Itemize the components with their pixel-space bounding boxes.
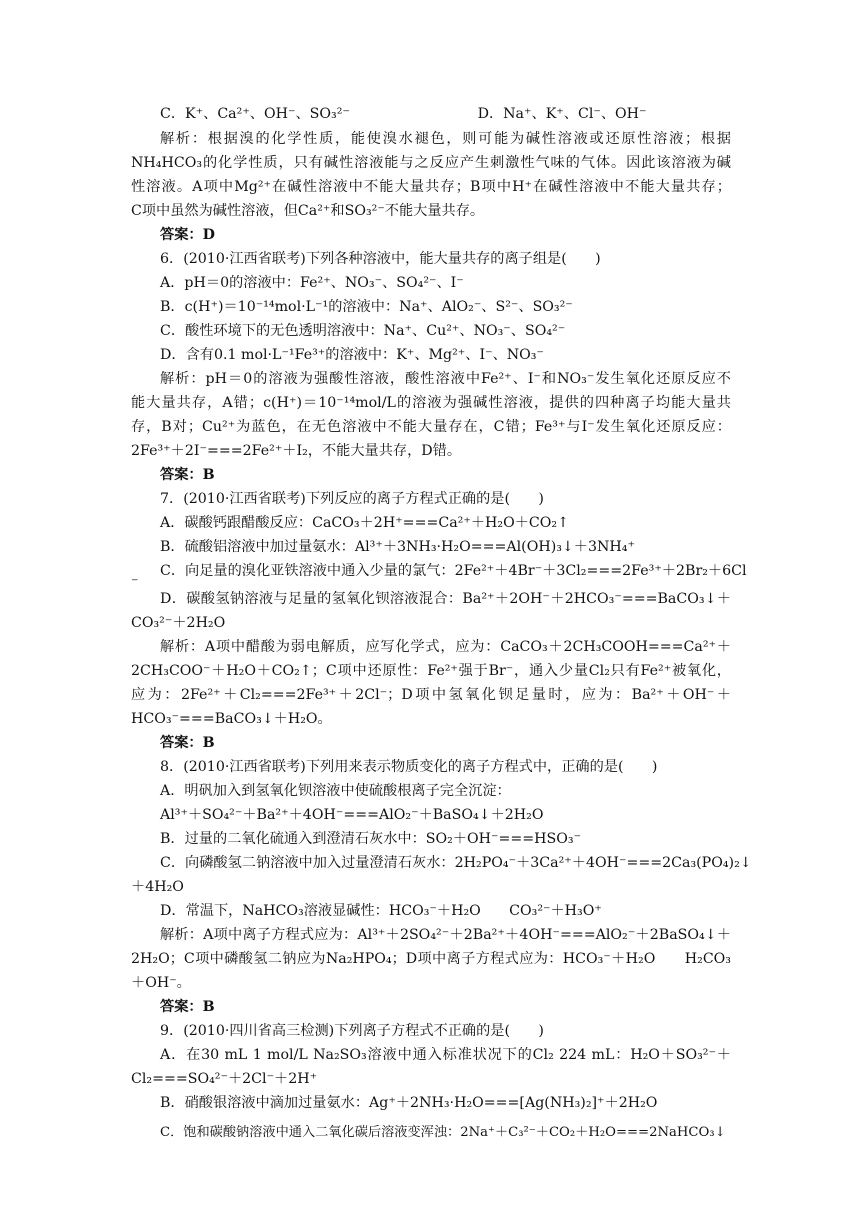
option-line: C．酸性环境下的无色透明溶液中：Na⁺、Cu²⁺、NO₃⁻、SO₄²⁻ <box>160 323 566 339</box>
analysis-line: NH₄HCO₃的化学性质，只有碱性溶液能与之反应产生刺激性气味的气体。因此该溶液为碱 <box>131 155 731 171</box>
option-line: C．饱和碳酸钠溶液中通入二氧化碳后溶液变浑浊：2Na⁺＋C₃²⁻＋CO₂＋H₂O===2NaHCO₃↓ <box>160 1125 726 1140</box>
option-line-continuation: CO₃²⁻＋2H₂O <box>131 615 226 631</box>
analysis-line: 存，B对；Cu²⁺为蓝色，在无色溶液中不能大量存在，C错；Fe³⁺与I⁻发生氧化还原反应： <box>131 419 731 435</box>
option-line: C．向足量的溴化亚铁溶液中通入少量的氯气：2Fe²⁺＋4Br⁻＋3Cl₂===2Fe³⁺＋2Br₂＋6Cl <box>160 563 747 579</box>
option-line: C．K⁺、Ca²⁺、OH⁻、SO₃²⁻ D．Na⁺、K⁺、Cl⁻、OH⁻ <box>160 106 647 122</box>
option-line: A．明矾加入到氢氧化钡溶液中使硫酸根离子完全沉淀： <box>160 783 511 799</box>
option-line: D．含有0.1 mol·L⁻¹Fe³⁺的溶液中：K⁺、Mg²⁺、I⁻、NO₃⁻ <box>160 347 544 363</box>
option-line: A．在30 mL 1 mol/L Na₂SO₃溶液中通入标准状况下的Cl₂ 224 mL：H₂O＋SO₃²⁻＋ <box>160 1047 731 1063</box>
analysis-line: 解析：根据溴的化学性质，能使溴水褪色，则可能为碱性溶液或还原性溶液；根据 <box>160 131 731 147</box>
analysis-line: ＋OH⁻。 <box>131 975 191 991</box>
answer-line: 答案：B <box>160 999 215 1015</box>
analysis-line: 2H₂O；C项中磷酸氢二钠应为Na₂HPO₄；D项中离子方程式应为：HCO₃⁻＋H₂O H₂CO₃ <box>131 951 731 967</box>
analysis-line: 能大量共存，A错；c(H⁺)＝10⁻¹⁴mol/L的溶液为强碱性溶液，提供的四种离子均能大量共 <box>131 395 731 411</box>
option-line: D．碳酸氢钠溶液与足量的氢氧化钡溶液混合：Ba²⁺＋2OH⁻＋2HCO₃⁻===BaCO₃↓＋ <box>160 591 731 607</box>
analysis-line: 解析：A项中离子方程式应为：Al³⁺＋2SO₄²⁻＋2Ba²⁺＋4OH⁻===AlO₂⁻＋2BaSO₄↓＋ <box>160 927 731 943</box>
question-line: 8．(2010·江西省联考)下列用来表示物质变化的离子方程式中，正确的是( ) <box>160 759 658 775</box>
option-line: Al³⁺＋SO₄²⁻＋Ba²⁺＋4OH⁻===AlO₂⁻＋BaSO₄↓＋2H₂O <box>160 807 544 823</box>
question-line: 7．(2010·江西省联考)下列反应的离子方程式正确的是( ) <box>160 491 544 507</box>
analysis-line: HCO₃⁻===BaCO₃↓＋H₂O。 <box>131 711 332 727</box>
answer-line: 答案：D <box>160 227 215 243</box>
option-line: C．向磷酸氢二钠溶液中加入过量澄清石灰水：2H₂PO₄⁻＋3Ca²⁺＋4OH⁻===2Ca₃(PO₄)₂↓ <box>160 855 752 871</box>
option-line: A．碳酸钙跟醋酸反应：CaCO₃＋2H⁺===Ca²⁺＋H₂O＋CO₂↑ <box>160 515 569 531</box>
option-line: B．硫酸铝溶液中加过量氨水：Al³⁺＋3NH₃·H₂O===Al(OH)₃↓＋3NH₄⁺ <box>160 539 635 555</box>
analysis-line: C项中虽然为碱性溶液，但Ca²⁺和SO₃²⁻不能大量共存。 <box>131 203 485 219</box>
analysis-line: 解析：A项中醋酸为弱电解质，应写化学式，应为：CaCO₃＋2CH₃COOH===Ca²⁺＋ <box>160 639 731 655</box>
option-line: D．常温下，NaHCO₃溶液显碱性：HCO₃⁻＋H₂O CO₃²⁻＋H₃O⁺ <box>160 903 602 919</box>
option-line-continuation: ⁻ <box>131 575 139 591</box>
answer-line: 答案：B <box>160 735 215 751</box>
option-line: A．pH＝0的溶液中：Fe²⁺、NO₃⁻、SO₄²⁻、I⁻ <box>160 275 464 291</box>
option-line: B．过量的二氧化硫通入到澄清石灰水中：SO₂＋OH⁻===HSO₃⁻ <box>160 831 582 847</box>
analysis-line: 性溶液。A项中Mg²⁺在碱性溶液中不能大量共存；B项中H⁺在碱性溶液中不能大量共存； <box>131 179 731 195</box>
analysis-line: 2CH₃COO⁻＋H₂O＋CO₂↑；C项中还原性：Fe²⁺强于Br⁻，通入少量Cl₂只有Fe²⁺被氧化， <box>131 663 731 679</box>
answer-line: 答案：B <box>160 467 215 483</box>
option-line-continuation: Cl₂===SO₄²⁻＋2Cl⁻＋2H⁺ <box>131 1071 318 1087</box>
option-line-continuation: ＋4H₂O <box>131 879 184 895</box>
analysis-line: 解析：pH＝0的溶液为强酸性溶液，酸性溶液中Fe²⁺、I⁻和NO₃⁻发生氧化还原反应不 <box>160 371 731 387</box>
question-line: 9．(2010·四川省高三检测)下列离子方程式不正确的是( ) <box>160 1023 544 1039</box>
option-line: B．硝酸银溶液中滴加过量氨水：Ag⁺＋2NH₃·H₂O===[Ag(NH₃)₂]⁺＋2H₂O <box>160 1095 658 1111</box>
question-line: 6．(2010·江西省联考)下列各种溶液中，能大量共存的离子组是( ) <box>160 251 601 267</box>
analysis-line: 应为：2Fe²⁺＋Cl₂===2Fe³⁺＋2Cl⁻；D项中氢氧化钡足量时，应为：Ba²⁺＋OH⁻＋ <box>131 687 731 703</box>
option-line: B．c(H⁺)＝10⁻¹⁴mol·L⁻¹的溶液中：Na⁺、AlO₂⁻、S²⁻、SO₃²⁻ <box>160 299 573 315</box>
analysis-line: 2Fe³⁺＋2I⁻===2Fe²⁺＋I₂，不能大量共存，D错。 <box>131 443 462 459</box>
